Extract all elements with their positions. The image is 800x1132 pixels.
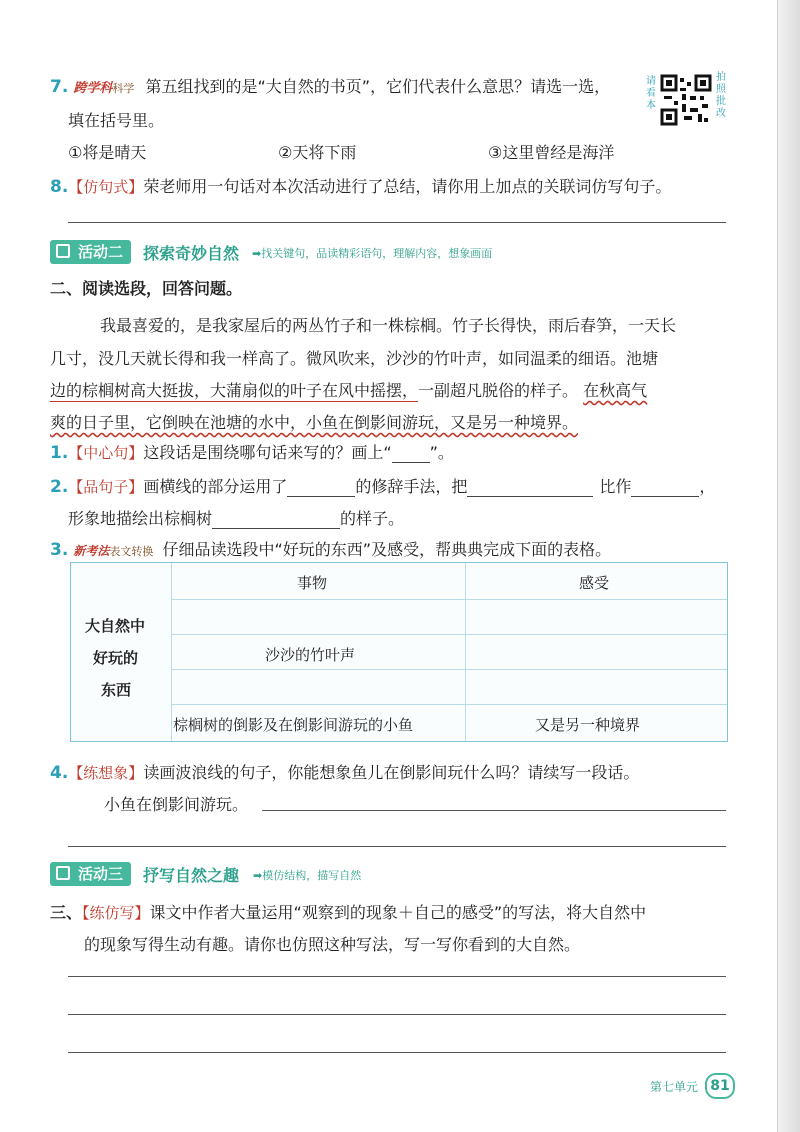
wavy-sentence-start: 在秋高气 bbox=[583, 381, 648, 400]
q4-answer-line-2[interactable] bbox=[68, 846, 726, 847]
table-row-head-1: 大自然中 bbox=[85, 617, 146, 635]
q8-number: 8. bbox=[50, 177, 69, 197]
section3-row-1: 三、【练仿写】课文中作者大量运用“观察到的现象＋自己的感受”的写法，将大自然中 bbox=[50, 903, 647, 922]
q7-badge-sub: 科学 bbox=[112, 82, 135, 95]
s2-q2-line2: 形象地描绘出棕榈树 的样子。 bbox=[68, 509, 405, 528]
q7-option-1: ①将是晴天 bbox=[68, 143, 147, 162]
q7-option-3: ③这里曾经是海洋 bbox=[488, 143, 615, 162]
q2-blank-4[interactable] bbox=[212, 514, 340, 529]
qr-label-right: 拍照批改 bbox=[716, 72, 726, 119]
q8-row bbox=[50, 174, 671, 197]
s3-answer-line-1[interactable] bbox=[68, 976, 726, 977]
check-icon bbox=[56, 866, 70, 880]
activity3-hint: ➡模仿结构，描写自然 bbox=[253, 869, 362, 882]
table-row-head-2: 好玩的 bbox=[93, 649, 139, 667]
table-col-thing: 事物 bbox=[297, 574, 328, 592]
table-cell-thing-4: 棕榈树的倒影及在倒影间游玩的小鱼 bbox=[173, 716, 414, 734]
q4-answer-line-1[interactable] bbox=[262, 810, 726, 811]
activity3-title: 抒写自然之趣 bbox=[143, 866, 240, 885]
table-col-feeling: 感受 bbox=[579, 574, 610, 592]
page-edge bbox=[777, 0, 800, 1132]
q8-answer-line[interactable] bbox=[68, 222, 726, 223]
table-row-head-3: 东西 bbox=[101, 681, 132, 699]
table-cell-thing-2: 沙沙的竹叶声 bbox=[265, 646, 356, 664]
q7-option-2: ②天将下雨 bbox=[278, 143, 357, 162]
passage-line-3: 边的棕榈树高大挺拔，大蒲扇似的叶子在风中摇摆，一副超凡脱俗的样子。 在秋高气 bbox=[50, 381, 648, 400]
underlined-sentence: 边的棕榈树高大挺拔，大蒲扇似的叶子在风中摇摆， bbox=[50, 381, 419, 400]
q2-blank-2[interactable] bbox=[467, 482, 593, 497]
qr-label-left: 请看本 bbox=[646, 76, 656, 111]
q3-badge: 表文转换 bbox=[109, 545, 154, 558]
footer-unit: 第七单元 bbox=[650, 1080, 699, 1094]
check-icon bbox=[56, 244, 70, 258]
q7-number: 7. bbox=[50, 77, 69, 97]
s2-q1: 1.【中心句】这段话是围绕哪句话来写的？画上“ ”。 bbox=[50, 443, 454, 463]
activity2-tag: 活动二 bbox=[50, 240, 131, 264]
wavy-sentence-end: 爽的日子里，它倒映在池塘的水中，小鱼在倒影间游玩，又是另一种境界。 bbox=[50, 413, 579, 432]
q7-text2: 填在括号里。 bbox=[68, 111, 165, 130]
feelings-table bbox=[70, 562, 728, 742]
q7-badge: 跨学科 bbox=[73, 81, 113, 96]
page-number: 81 bbox=[705, 1073, 735, 1099]
s2-q2: 2.【品句子】画横线的部分运用了 的修辞手法，把 比作 ， bbox=[50, 477, 716, 497]
q7-row bbox=[50, 74, 610, 97]
q1-blank[interactable] bbox=[392, 448, 430, 463]
q2-blank-3[interactable] bbox=[631, 482, 699, 497]
q4-start-text: 小鱼在倒影间游玩。 bbox=[104, 795, 249, 814]
s3-answer-line-3[interactable] bbox=[68, 1052, 726, 1053]
s2-q4: 4.【练想象】读画波浪线的句子，你能想象鱼儿在倒影间玩什么吗？请续写一段话。 bbox=[50, 763, 640, 783]
passage-line-4 bbox=[50, 410, 578, 433]
passage-line-2: 几寸，没几天就长得和我一样高了。微风吹来，沙沙的竹叶声，如同温柔的细语。池塘 bbox=[50, 349, 659, 368]
table-cell-feeling-4: 又是另一种境界 bbox=[535, 716, 641, 734]
q7-text: 第五组找到的是“大自然的书页”，它们代表什么意思？请选一选， bbox=[145, 77, 611, 96]
s3-answer-line-2[interactable] bbox=[68, 1014, 726, 1015]
section2-heading: 二、阅读选段，回答问题。 bbox=[50, 279, 243, 298]
q8-text: 荣老师用一句话对本次活动进行了总结，请你用上加点的关联词仿写句子。 bbox=[143, 177, 672, 196]
s2-q3: 3. 新考法表文转换 仔细品读选段中“好玩的东西”及感受，帮典典完成下面的表格。 bbox=[50, 540, 612, 560]
q2-blank-1[interactable] bbox=[287, 482, 355, 497]
activity2-hint: ➡找关键句，品读精彩语句，理解内容，想象画面 bbox=[252, 247, 493, 260]
q3-badge-new: 新考法 bbox=[73, 544, 110, 558]
passage-line-1: 我最喜爱的，是我家屋后的两丛竹子和一株棕榈。竹子长得快，雨后春笋，一天长 bbox=[100, 316, 677, 335]
section3-row-2: 的现象写得生动有趣。请你也仿照这种写法，写一写你看到的大自然。 bbox=[84, 935, 581, 954]
activity2-title: 探索奇妙自然 bbox=[143, 244, 240, 263]
q8-tag: 【仿句式】 bbox=[68, 178, 144, 196]
activity3-tag: 活动三 bbox=[50, 862, 131, 886]
qr-code-icon[interactable] bbox=[660, 74, 712, 126]
